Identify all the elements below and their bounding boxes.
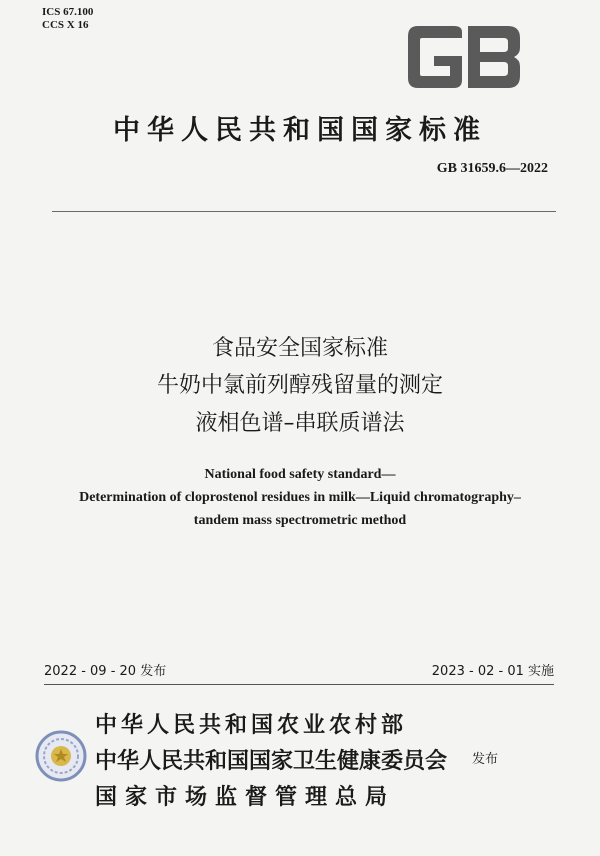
date-divider <box>44 684 554 685</box>
title-en-line-3: tandem mass spectrometric method <box>193 513 407 528</box>
title-cn-line-3: 液相色谱–串联质谱法 <box>195 411 405 436</box>
standard-type: 中华人民共和国国家标准 <box>113 115 487 146</box>
standard-number: GB 31659.6—2022 <box>436 161 548 176</box>
issue-date: 2022 - 09 - 20 发布 <box>44 664 167 679</box>
issue-label: 发布 <box>472 752 499 767</box>
national-emblem-icon <box>35 730 87 782</box>
title-cn-line-2: 牛奶中氯前列醇残留量的测定 <box>156 373 443 398</box>
title-en-line-1: National food safety standard— <box>204 467 396 482</box>
title-en-line-2: Determination of cloprostenol residues in milk—Liquid chromatography– <box>79 490 521 505</box>
ics-code: ICS 67.100 <box>42 6 94 18</box>
issuer-ministry-agriculture: 中华人民共和国农业农村部 <box>95 713 408 738</box>
implementation-date: 2023 - 02 - 01 实施 <box>431 664 554 679</box>
issuer-health-commission: 中华人民共和国国家卫生健康委员会 <box>95 749 448 774</box>
gb-logo <box>404 24 524 90</box>
issuer-market-regulation: 国家市场监督管理总局 <box>95 785 396 810</box>
title-cn-line-1: 食品安全国家标准 <box>211 336 388 361</box>
ccs-code: CCS X 16 <box>42 19 89 31</box>
classification-codes <box>42 6 93 32</box>
header-divider <box>52 211 556 212</box>
